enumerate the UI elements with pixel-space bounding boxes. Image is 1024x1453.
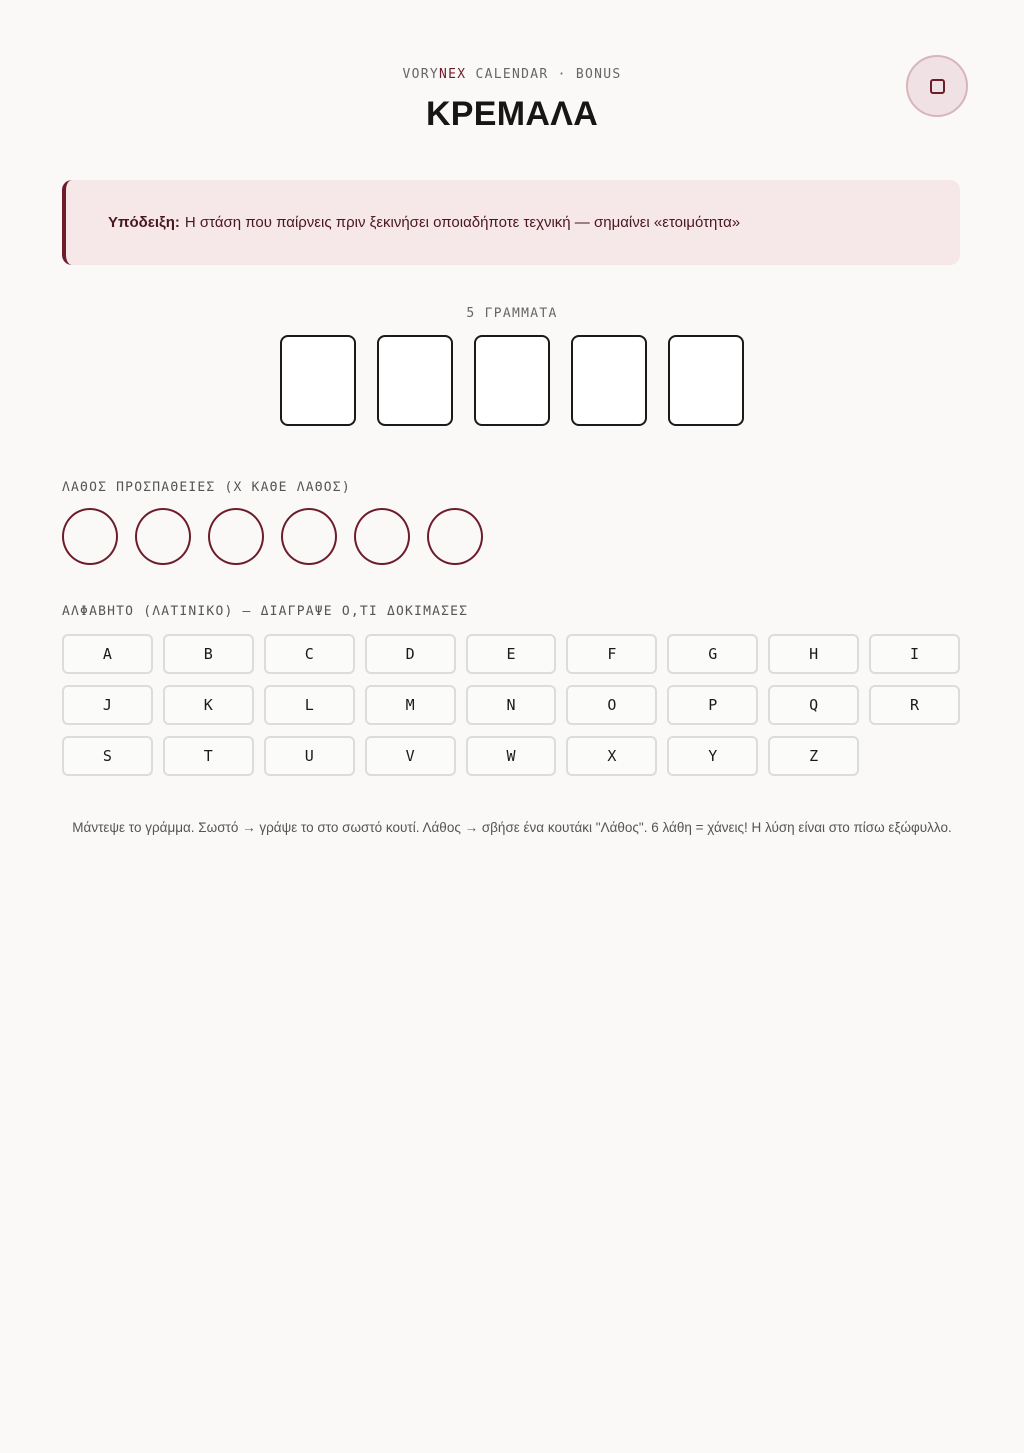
letter-button-p[interactable]: P: [667, 685, 758, 725]
letter-button-v[interactable]: V: [365, 736, 456, 776]
brand-suffix: CALENDAR · BONUS: [466, 67, 622, 82]
letter-button-h[interactable]: H: [768, 634, 859, 674]
letter-button-l[interactable]: L: [264, 685, 355, 725]
letter-button-e[interactable]: E: [466, 634, 557, 674]
brand-line: [0, 67, 1024, 82]
letter-button-o[interactable]: O: [566, 685, 657, 725]
letter-slot[interactable]: [377, 335, 453, 426]
brand-prefix: VORY: [402, 67, 439, 82]
letter-button-t[interactable]: T: [163, 736, 254, 776]
letter-button-b[interactable]: B: [163, 634, 254, 674]
letter-button-y[interactable]: Y: [667, 736, 758, 776]
mistake-circle[interactable]: [281, 508, 337, 565]
brand-accent: NEX: [438, 67, 467, 82]
mistake-circle[interactable]: [208, 508, 264, 565]
alphabet-grid: [62, 634, 960, 776]
letter-button-x[interactable]: X: [566, 736, 657, 776]
letter-button-k[interactable]: K: [163, 685, 254, 725]
letter-button-w[interactable]: W: [466, 736, 557, 776]
letter-button-q[interactable]: Q: [768, 685, 859, 725]
mistake-circle[interactable]: [62, 508, 118, 565]
letter-slot[interactable]: [668, 335, 744, 426]
mistakes-label: ΛΑΘΟΣ ΠΡΟΣΠΑΘΕΙΕΣ (Χ ΚΑΘΕ ΛΑΘΟΣ): [62, 480, 351, 495]
mistake-circle[interactable]: [135, 508, 191, 565]
hint-label: Υπόδειξη:: [108, 214, 180, 231]
letter-button-s[interactable]: S: [62, 736, 153, 776]
hint-text: Η στάση που παίρνεις πριν ξεκινήσει οποιαδήποτε τεχνική — σημαίνει «ετοιμότητα»: [184, 214, 741, 231]
letter-slot[interactable]: [280, 335, 356, 426]
mistake-circle[interactable]: [354, 508, 410, 565]
square-icon: [930, 79, 945, 94]
letter-button-n[interactable]: N: [466, 685, 557, 725]
corner-button[interactable]: [906, 55, 968, 117]
mistake-circle[interactable]: [427, 508, 483, 565]
mistake-circles: [62, 508, 483, 565]
letter-button-m[interactable]: M: [365, 685, 456, 725]
letter-slot[interactable]: [571, 335, 647, 426]
alphabet-label: ΑΛΦΑΒΗΤΟ (ΛΑΤΙΝΙΚΟ) — ΔΙΑΓΡΑΨΕ Ο,ΤΙ ΔΟΚΙΜΑΣΕΣ: [62, 604, 469, 619]
letter-button-c[interactable]: C: [264, 634, 355, 674]
letter-slot[interactable]: [474, 335, 550, 426]
letter-count-label: 5 ΓΡΑΜΜΑΤΑ: [466, 306, 558, 321]
instructions-text: Μάντεψε το γράμμα. Σωστό → γράψε το στο σωστό κουτί. Λάθος → σβήσε ένα κουτάκι "Λάθος". 6 λάθη = χάνεις! Η λύση είναι στο πίσω εξώφυλλο.: [72, 820, 952, 835]
letter-button-f[interactable]: F: [566, 634, 657, 674]
hint-box: [62, 180, 960, 265]
letter-button-d[interactable]: D: [365, 634, 456, 674]
letter-button-i[interactable]: I: [869, 634, 960, 674]
letter-button-r[interactable]: R: [869, 685, 960, 725]
page-title: ΚΡΕΜΑΛΑ: [425, 95, 599, 133]
letter-button-j[interactable]: J: [62, 685, 153, 725]
letter-button-g[interactable]: G: [667, 634, 758, 674]
letter-button-u[interactable]: U: [264, 736, 355, 776]
letter-button-a[interactable]: A: [62, 634, 153, 674]
letter-button-z[interactable]: Z: [768, 736, 859, 776]
word-slots: [280, 335, 744, 426]
